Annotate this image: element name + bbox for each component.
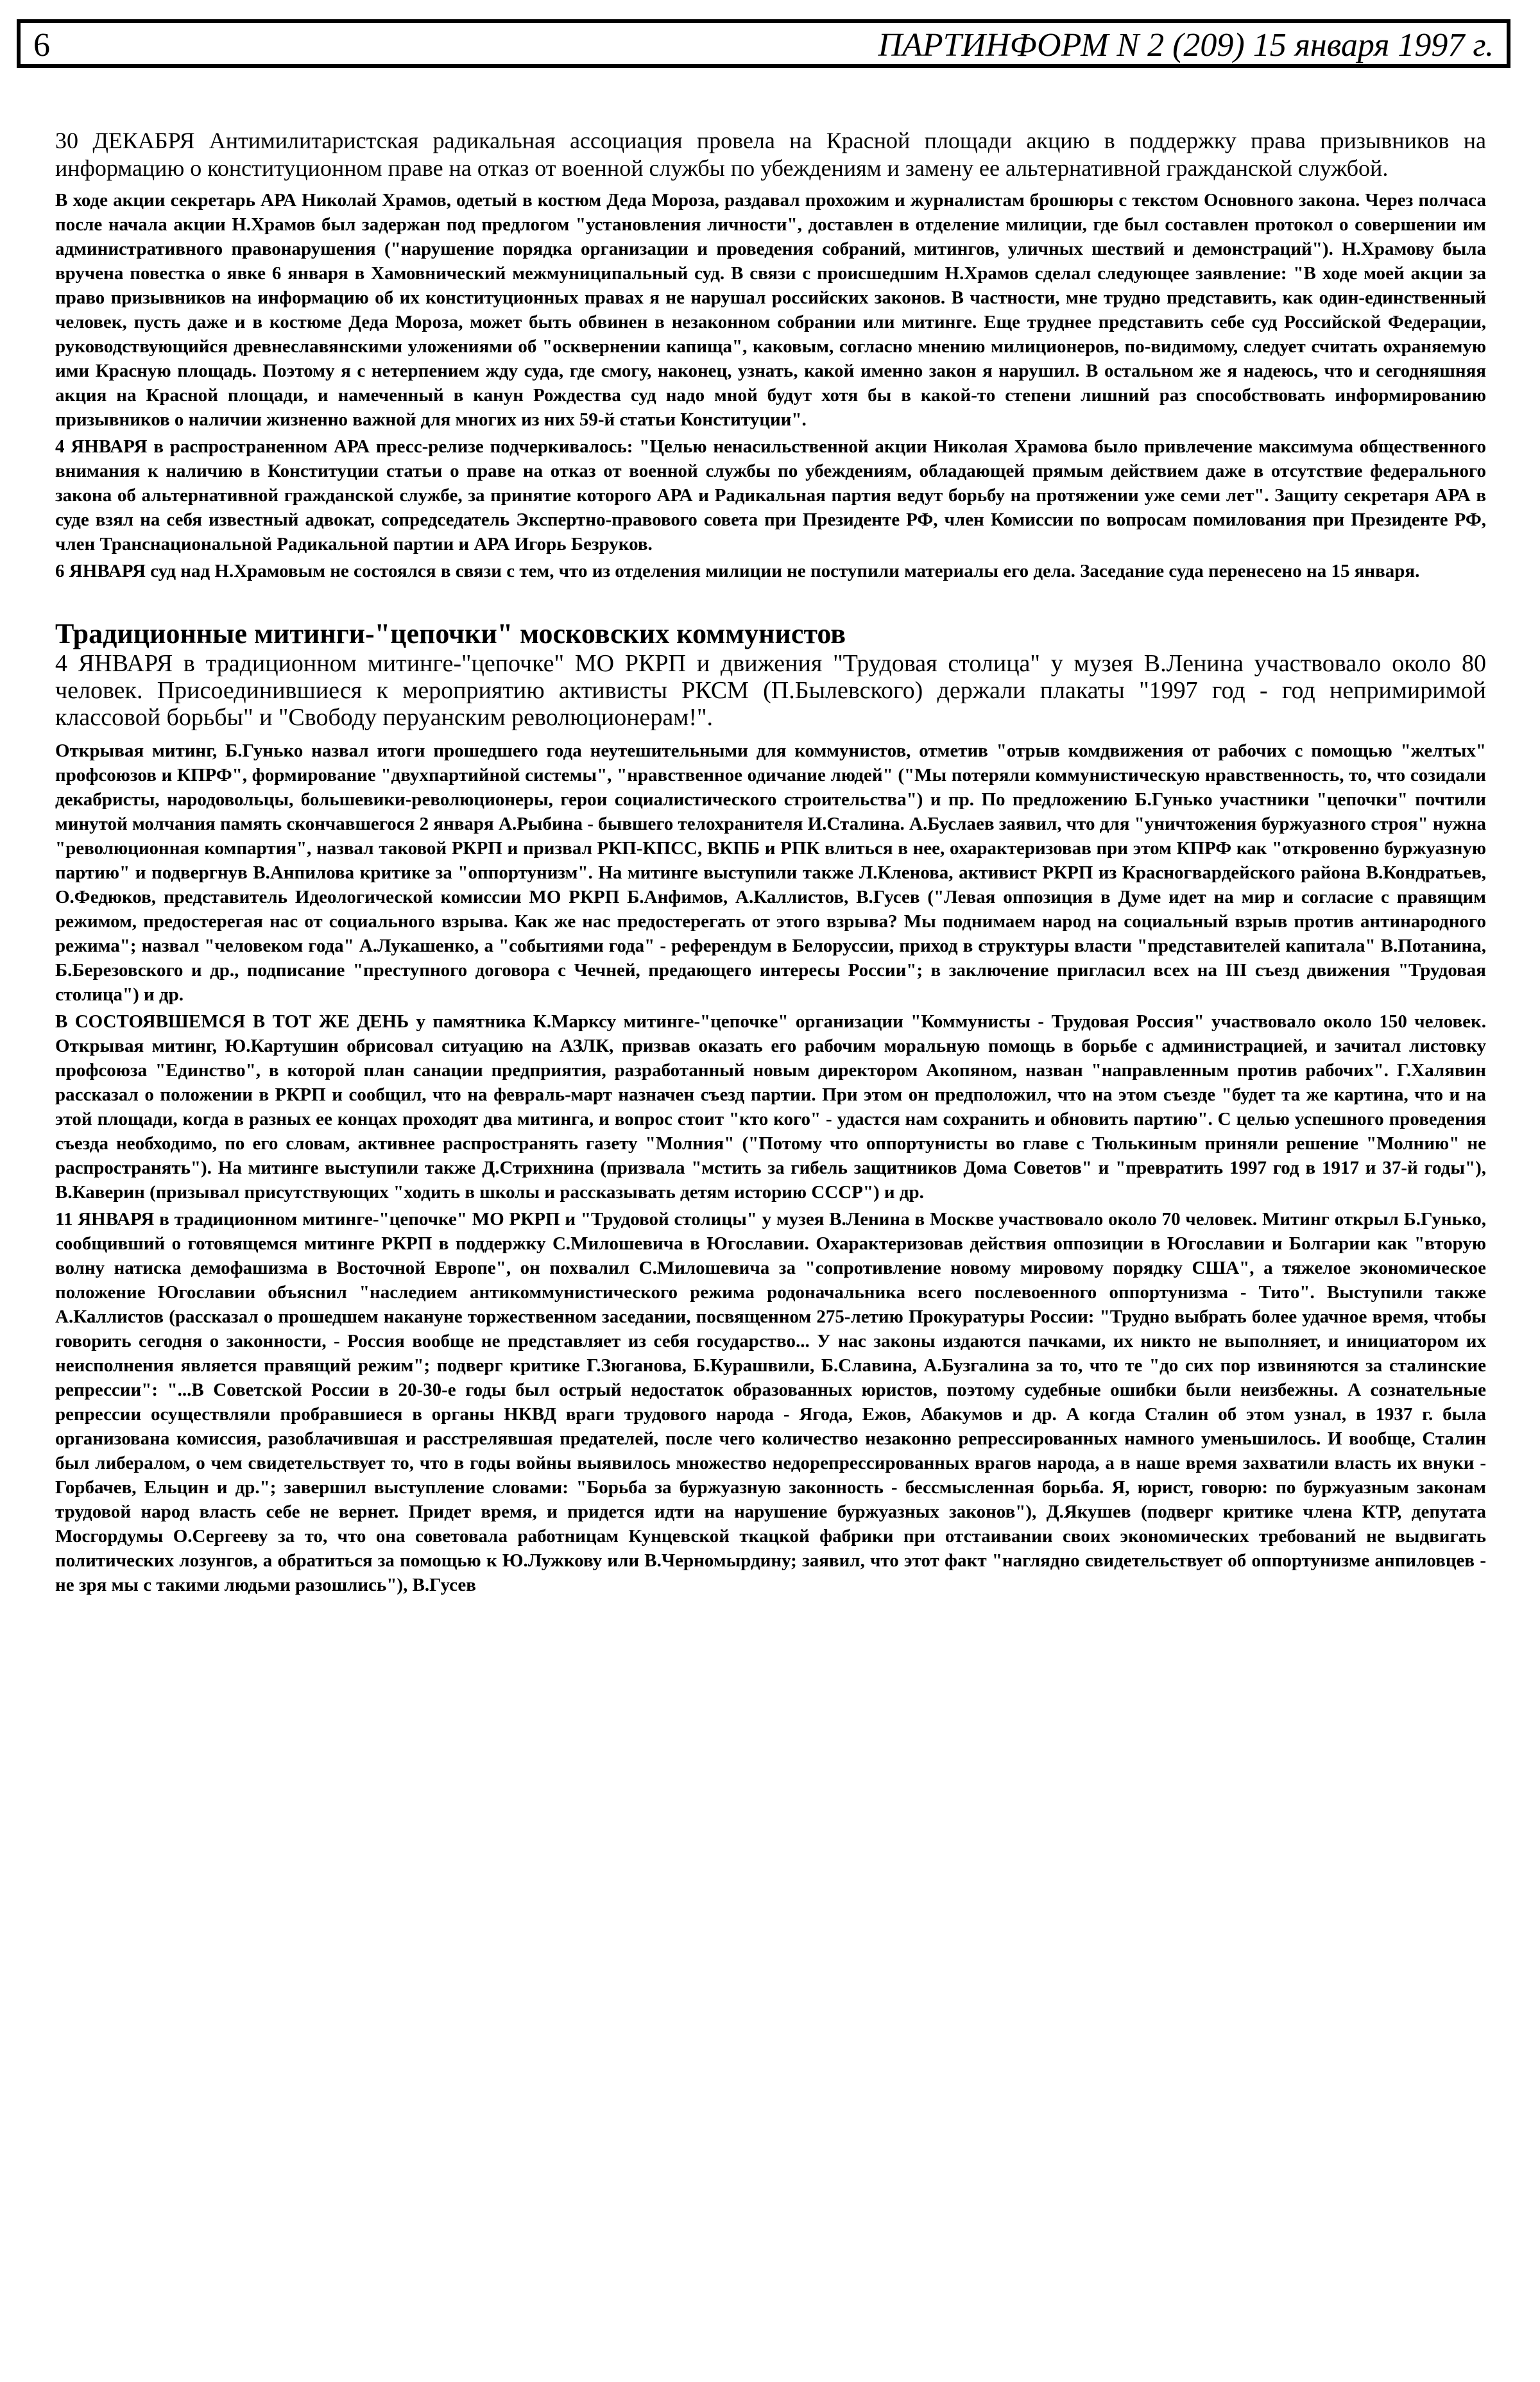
issue-title: ПАРТИНФОРМ N 2 (209) 15 января 1997 г. (878, 27, 1494, 64)
page-header (17, 19, 1510, 68)
article-lead: 30 ДЕКАБРЯ Антимилитаристская радикальная ассоциация провела на Красной площади акцию в поддержку права призывников на информацию о конституционном праве на отказ от военной службы по убеждениям и замену ее альтернативной гражданской службой. (55, 128, 1486, 181)
article-alternative-service (55, 127, 1486, 583)
article-headline: Традиционные митинги-"цепочки" московских коммунистов (55, 618, 846, 649)
article-paragraph: 6 ЯНВАРЯ суд над Н.Храмовым не состоялся в связи с тем, что из отделения милиции не поступили материалы его дела. Заседание суда перенесено на 15 января. (55, 561, 1420, 581)
page-content (55, 127, 1486, 1600)
article-lead: 4 ЯНВАРЯ в традиционном митинге-"цепочке" МО РКРП и движения "Трудовая столица" у музея В.Ленина участвовало около 80 человек. Присоединившиеся к мероприятию активисты РКСМ (П.Былевского) держали плакаты "1997 год - год непримиримой классовой борьбы" и "Свободу перуанским революционерам!". (55, 650, 1486, 731)
article-communist-rallies (55, 618, 1486, 1597)
article-paragraph: 11 ЯНВАРЯ в традиционном митинге-"цепочке" МО РКРП и "Трудовой столицы" у музея В.Ленина в Москве участвовало около 70 человек. Митинг открыл Б.Гунько, сообщивший о готовящемся митинге РКРП в поддержку С.Милошевича в Югославии. Охарактеризовав действия оппозиции в Югославии и Болгарии как "вторую волну натиска демофашизма в Восточной Европе", он похвалил С.Милошевича за "сопротивление новому мировому порядку США", а тяжелое экономическое положение Югославии объяснил "наследием антикоммунистического режима родоначальника всего послевоенного оппортунизма - Тито". Выступили также А.Каллистов (рассказал о прошедшем накануне торжественном заседании, посвященном 275-летию Прокуратуры России: "Трудно выбрать более удачное время, чтобы говорить сегодня о законности, - Россия вообще не представляет из себя государство... У нас законы издаются пачками, их никто не выполняет, и инициатором их неисполнения является правящий режим"; подверг критике Г.Зюганова, Б.Курашвили, Б.Славина, А.Бузгалина за то, что те "до сих пор извиняются за сталинские репрессии": "...В Советской России в 20-30-е годы был острый недостаток образованных юристов, поэтому судебные ошибки были неизбежны. А сознательные репрессии осуществляли пробравшиеся в органы НКВД враги трудового народа - Ягода, Ежов, Абакумов и др. А когда Сталин об этом узнал, в 1937 г. была организована комиссия, разоблачившая и расстрелявшая предателей, после чего количество незаконно репрессированных намного уменьшилось. И вообще, Сталин был либералом, о чем свидетельствует то, что в годы войны выявилось множество недорепрессированных врагов народа, а в наше время захватили власть их внуки - Горбачев, Ельцин и др."; завершил выступление словами: "Борьба за буржуазную законность - бессмысленная борьба. Я, юрист, говорю: по буржуазным законам трудовой народ власть себе не вернет. Придет время, и придется идти на нарушение буржуазных законов"), Д.Якушев (подверг критике члена КТР, депутата Мосгордумы О.Сергееву за то, что она советовала работницам Кунцевской ткацкой фабрики при отстаивании своих экономических требований не выдвигать политических лозунгов, а обратиться за помощью к Ю.Лужкову или В.Черномырдину; заявил, что этот факт "наглядно свидетельствует об оппортунизме анпиловцев - не зря мы с такими людьми разошлись"), В.Гусев (55, 1209, 1486, 1595)
page-number: 6 (33, 27, 50, 64)
article-paragraph: В СОСТОЯВШЕМСЯ В ТОТ ЖЕ ДЕНЬ у памятника К.Марксу митинге-"цепочке" организации "Коммунисты - Трудовая Россия" участвовало около 150 человек. Открывая митинг, Ю.Картушин обрисовал ситуацию на АЗЛК, призвав оказать его рабочим моральную помощь в борьбе с администрацией, и зачитал листовку профсоюза "Единство", в которой план санации предприятия, разработанный новым директором Акопяном, назван "направленным против рабочих". Г.Халявин рассказал о положении в РКРП и сообщил, что на февраль-март назначен съезд партии. При этом он предположил, что на этом съезде "будет та же картина, что и на этой площади, когда в разных ее концах проходят два митинга, и вопрос стоит "кто кого" - удастся нам сохранить и обновить партию". С целью успешного проведения съезда необходимо, по его словам, активнее распространять газету "Молния" ("Потому что оппортунисты во главе с Тюлькиным приняли решение "Молнию" не распространять"). На митинге выступили также Д.Стрихнина (призвала "мстить за гибель защитников Дома Советов" и "превратить 1997 год в 1917 и 37-й годы"), В.Каверин (призывал присутствующих "ходить в школы и рассказывать детям историю СССР") и др. (55, 1011, 1486, 1203)
article-paragraph: Открывая митинг, Б.Гунько назвал итоги прошедшего года неутешительными для коммунистов, отметив "отрыв комдвижения от рабочих с помощью "желтых" профсоюзов и КПРФ", формирование "двухпартийной системы", "нравственное одичание людей" ("Мы потеряли коммунистическую нравственность, то, что созидали декабристы, народовольцы, большевики-революционеры, герои социалистического строительства") и пр. По предложению Б.Гунько участники "цепочки" почтили минутой молчания память скончавшегося 2 января А.Рыбина - бывшего телохранителя И.Сталина. А.Буслаев заявил, что для "уничтожения буржуазного строя" нужна "революционная компартия", назвал таковой РКРП и призвал РКП-КПСС, ВКПБ и РПК влиться в нее, охарактеризовав при этом КПРФ как "откровенно буржуазную партию" и подвергнув В.Анпилова критике за "оппортунизм". На митинге выступили также Л.Кленова, активист РКРП из Красногвардейского района В.Кондратьев, О.Федюков, представитель Идеологической комиссии МО РКРП Б.Анфимов, А.Каллистов, В.Гусев ("Левая оппозиция в Думе идет на мир и согласие с правящим режимом, предостерегая нас от социального взрыва. Как же нас предостерегать от этого взрыва? Мы поднимаем народ на социальный взрыв против антинародного режима"; назвал "человеком года" А.Лукашенко, а "событиями года" - референдум в Белоруссии, приход в структуры власти "представителей капитала" В.Потанина, Б.Березовского и др., подписание "преступного договора с Чечней, предающего интересы России"; в заключение пригласил всех на III съезд движения "Трудовая столица") и др. (55, 741, 1486, 1005)
article-paragraph: В ходе акции секретарь АРА Николай Храмов, одетый в костюм Деда Мороза, раздавал прохожим и журналистам брошюры с текстом Основного закона. Через полчаса после начала акции Н.Храмов был задержан под предлогом "установления личности", доставлен в отделение милиции, где был составлен протокол о совершении им административного правонарушения ("нарушение порядка организации и проведения собраний, митингов, уличных шествий и демонстраций"). Н.Храмову была вручена повестка о явке 6 января в Хамовнический межмуниципальный суд. В связи с происшедшим Н.Храмов сделал следующее заявление: "В ходе моей акции за право призывников на информацию об их конституционных правах я не нарушал российских законов. В частности, мне трудно представить, как один-единственный человек, пусть даже и в костюме Деда Мороза, может быть обвинен в незаконном собрании или митинге. Еще труднее представить себе суд Российской Федерации, руководствующийся древнеславянскими уложениями об "осквернении капища", каковым, согласно мнению милиционеров, по-видимому, следует считать охраняемую ими Красную площадь. Поэтому я с нетерпением жду суда, где смогу, наконец, узнать, какой именно закон я нарушил. В остальном же я надеюсь, что и сегодняшняя акция на Красной площади, и намеченный в канун Рождества суд надо мной будут хотя бы в какой-то степени лишний раз способствовать информированию призывников о наличии жизненно важной для многих из них 59-й статьи Конституции". (55, 190, 1486, 430)
article-paragraph: 4 ЯНВАРЯ в распространенном АРА пресс-релизе подчеркивалось: "Целью ненасильственной акции Николая Храмова было привлечение максимума общественного внимания к наличию в Конституции статьи о праве на отказ от военной службы по убеждениям, обладающей прямым действием даже в отсутствие федерального закона об альтернативной гражданской службе, за принятие которого АРА и Радикальная партия ведут борьбу на протяжении уже семи лет". Защиту секретаря АРА в суде взял на себя известный адвокат, сопредседатель Экспертно-правового совета при Президенте РФ, член Комиссии по вопросам помилования при Президенте РФ, член Транснациональной Радикальной партии и АРА Игорь Безруков. (55, 436, 1486, 554)
